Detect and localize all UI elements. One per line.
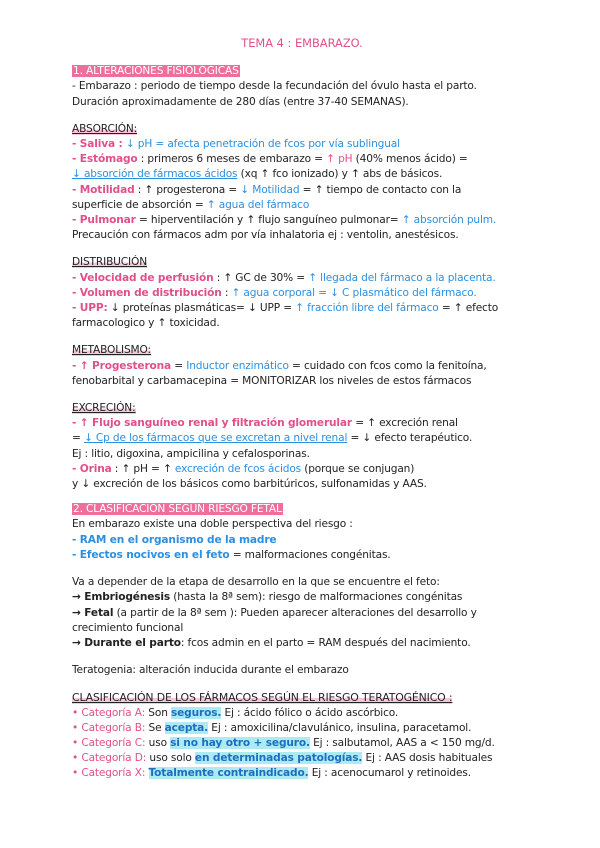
- text: ↑ fracción libre del fármaco: [295, 302, 439, 315]
- paragraph-line: [72, 213, 532, 228]
- highlight-text: si no hay otro + seguro.: [170, 736, 310, 749]
- text: (a partir de la 8ª sem ): Pueden aparecer alteraciones del desarrollo y: [113, 606, 477, 619]
- term: → Durante el parto: [72, 636, 181, 649]
- text: Inductor enzimático: [186, 359, 289, 372]
- term: - UPP:: [72, 302, 108, 315]
- text: Ej : AAS dosis habituales: [362, 752, 493, 765]
- term: - Estómago: [72, 153, 138, 166]
- term: - ↑ Progesterona: [72, 359, 172, 372]
- text: ↑ agua corporal = ↓ C plasmático del fármaco.: [231, 286, 477, 299]
- text: = ↓ efecto terapéutico.: [347, 432, 473, 445]
- text: Ej : acenocumarol y retinoides.: [308, 767, 471, 780]
- text: (40% menos ácido) =: [352, 153, 468, 166]
- section-heading-alteraciones: 1. ALTERACIONES FISIOLÓGICAS: [73, 65, 239, 78]
- text: = ↑ tiempo de contacto con la: [299, 183, 462, 196]
- paragraph-line: fenobarbital y carbamacepina = MONITORIZAR los niveles de estos fármacos: [72, 374, 472, 387]
- paragraph-line: [72, 606, 532, 621]
- category-label: • Categoría B:: [72, 721, 146, 734]
- paragraph-line: Duración aproximadamente de 280 días (entre 37-40 SEMANAS).: [72, 95, 409, 108]
- paragraph-line: Precaución con fármacos adm por vía inhalatoria ej : ventolin, anestésicos.: [72, 229, 459, 242]
- paragraph-line: [72, 636, 532, 651]
- term: - Saliva :: [72, 138, 123, 151]
- text: (xq ↑ fco ionizado) y ↑ abs de básicos.: [237, 168, 443, 181]
- paragraph-line: [72, 198, 532, 213]
- category-label: • Categoría X:: [72, 767, 146, 780]
- text: uso solo: [146, 752, 195, 765]
- text: = ↑ efecto: [438, 302, 499, 315]
- paragraph-line: Va a depender de la etapa de desarrollo en la que se encuentre el feto:: [72, 576, 440, 589]
- highlight-text: acepta.: [164, 721, 209, 734]
- term: - Volumen de distribución: [72, 286, 222, 299]
- text: ↑ llegada del fármaco a la placenta.: [308, 271, 496, 284]
- paragraph-line: [72, 167, 532, 182]
- text: ↑ absorción pulm.: [401, 214, 497, 227]
- term: - ↑ Flujo sanguíneo renal y filtración glomerular: [72, 417, 352, 430]
- text: ↑ agua del fármaco: [206, 198, 310, 211]
- paragraph-line: [72, 271, 532, 286]
- text: Son: [145, 706, 171, 719]
- document-page: [72, 36, 532, 782]
- subheading-clasificacion-farmacos: CLASIFICACIÓN DE LOS FÁRMACOS SEGÚN EL RIESGO TERATOGÉNICO :: [72, 691, 453, 705]
- list-item: [72, 721, 532, 736]
- text: ↓ proteínas plasmáticas= ↓ UPP =: [107, 302, 296, 315]
- term: → Embriogénesis: [72, 591, 171, 604]
- paragraph-line: Ej : litio, digoxina, ampicilina y cefalosporinas.: [72, 447, 310, 460]
- text: : ↑ GC de 30% =: [213, 271, 309, 284]
- text: = malformaciones congénitas.: [229, 548, 391, 561]
- paragraph-line: [72, 416, 532, 431]
- term: - Orina: [72, 462, 112, 475]
- text: ↑ pH: [326, 153, 353, 166]
- text: = hiperventilación y ↑ flujo sanguíneo pulmonar=: [135, 214, 402, 227]
- text: : primeros 6 meses de embarazo =: [137, 153, 327, 166]
- subheading-metabolismo: METABOLISMO:: [72, 344, 151, 357]
- paragraph-line: [72, 431, 532, 446]
- paragraph-line: En embarazo existe una doble perspectiva del riesgo :: [72, 518, 353, 531]
- paragraph-line: [72, 137, 532, 152]
- paragraph-line: y ↓ excreción de los básicos como barbitúricos, sulfonamidas y AAS.: [72, 478, 427, 491]
- list-item: [72, 766, 532, 781]
- paragraph-line: - Embarazo : periodo de tiempo desde la fecundación del óvulo hasta el parto.: [72, 80, 477, 93]
- list-item: [72, 751, 532, 766]
- text: Se: [145, 721, 165, 734]
- term: - Motilidad: [72, 183, 135, 196]
- text: ↓ absorción de fármacos ácidos: [72, 168, 238, 181]
- highlight-text: Totalmente contraindicado.: [148, 767, 309, 780]
- term: - Efectos nocivos en el feto: [72, 548, 230, 561]
- text: : ↑ pH = ↑: [111, 462, 175, 475]
- text: : fcos admin en el parto = RAM después del nacimiento.: [180, 636, 471, 649]
- category-label: • Categoría A:: [72, 706, 146, 719]
- highlight-text: seguros.: [170, 706, 222, 719]
- text: ↓ Motilidad: [240, 183, 300, 196]
- text: Ej : salbutamol, AAS a < 150 mg/d.: [309, 736, 495, 749]
- text: uso: [145, 736, 171, 749]
- paragraph-line: [72, 183, 532, 198]
- text: = cuidado con fcos como la fenitoína,: [288, 359, 487, 372]
- text: Ej : amoxicilina/clavulánico, insulina, paracetamol.: [208, 721, 472, 734]
- list-item: [72, 706, 532, 721]
- section-heading-clasificacion: 2. CLASIFICACIÓN SEGÚN RIESGO FETAL: [73, 503, 282, 516]
- category-label: • Categoría C:: [72, 736, 146, 749]
- paragraph-line: [72, 462, 532, 477]
- text: : ↑ progesterona =: [134, 183, 241, 196]
- list-item: [72, 736, 532, 751]
- paragraph-line: [72, 301, 532, 316]
- paragraph-line: [72, 152, 532, 167]
- text: superficie de absorción =: [72, 198, 207, 211]
- paragraph-line: farmacologico y ↑ toxicidad.: [72, 317, 220, 330]
- text: Ej : ácido fólico o ácido ascórbico.: [221, 706, 399, 719]
- term: ↓ pH: [122, 138, 156, 151]
- text: = ↑ excreción renal: [351, 417, 458, 430]
- text: = afecta penetración de fcos por vía sublingual: [155, 138, 400, 151]
- page-title: TEMA 4 : EMBARAZO.: [241, 36, 363, 50]
- paragraph-line: [72, 548, 532, 563]
- subheading-absorcion: ABSORCIÓN:: [72, 122, 138, 135]
- paragraph-line: - RAM en el organismo de la madre: [72, 533, 277, 546]
- text: (porque se conjugan): [301, 462, 415, 475]
- subheading-distribucion: DISTRIBUCIÓN: [72, 256, 147, 269]
- paragraph-line: crecimiento funcional: [72, 621, 184, 634]
- subheading-excrecion: EXCRECIÓN:: [72, 402, 136, 415]
- paragraph-line: [72, 359, 532, 374]
- category-list: [72, 706, 532, 782]
- paragraph-line: [72, 590, 532, 605]
- text: =: [72, 432, 84, 445]
- term: → Fetal: [72, 606, 114, 619]
- text: ↓ Cp de los fármacos que se excretan a nivel renal: [83, 432, 348, 445]
- paragraph-line: [72, 286, 532, 301]
- text: (hasta la 8ª sem): riesgo de malformaciones congénitas: [170, 591, 463, 604]
- paragraph-line: Teratogenia: alteración inducida durante el embarazo: [72, 664, 349, 677]
- text: :: [221, 286, 232, 299]
- category-label: • Categoría D:: [72, 752, 147, 765]
- text: =: [171, 359, 187, 372]
- highlight-text: en determinadas patologías.: [194, 752, 363, 765]
- term: - Velocidad de perfusión: [72, 271, 214, 284]
- term: - Pulmonar: [72, 214, 136, 227]
- text: excreción de fcos ácidos: [174, 462, 302, 475]
